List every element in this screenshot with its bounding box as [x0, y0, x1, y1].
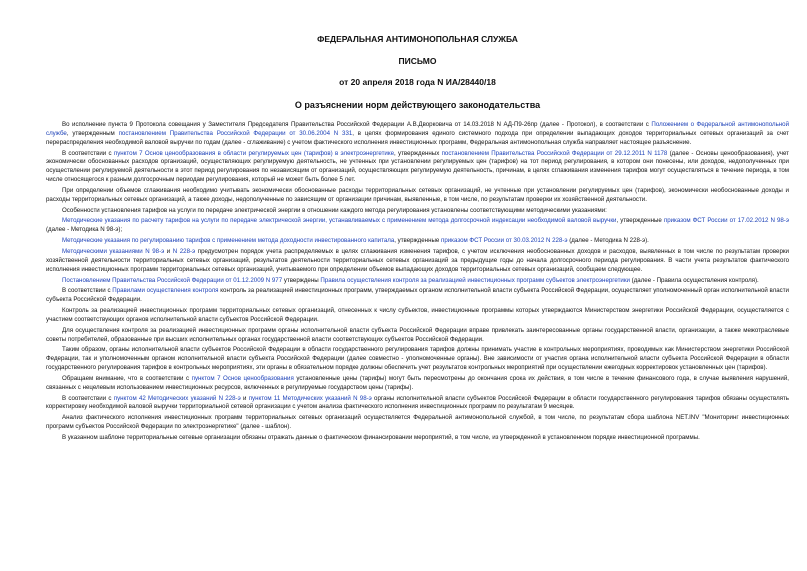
body-paragraph [46, 346, 789, 373]
document-link[interactable]: Методические указания по регулированию тарифов с применением метода доходности инвестированного капитала [62, 237, 395, 245]
body-paragraph [46, 237, 789, 246]
paragraph-text: предусмотрен порядок учета распределяемых в целях сглаживания изменения тарифов, с учетом исключения необоснованных доходов и расходов, выявленных в том числе по результатам проверки хозяйственной деятельности территориальных сетевых организаций, результатов деятельности территориальных сетевых организаций за предыдущие годы до начала долгосрочного периода регулирования. В части учета результатов фактического исполнения инвестиционных программ территориальных сетевых организаций, учитываемого при определении объемов выпадающих доходов территориальных сетевых организаций, сообщаем следующее. [46, 247, 789, 273]
document-date-heading: от 20 апреля 2018 года N ИА/28440/18 [339, 77, 496, 87]
document-link[interactable]: постановлением Правительства Российской Федерации от 30.06.2004 N 331 [118, 129, 353, 137]
body-paragraph [46, 434, 789, 443]
paragraph-text: Особенности установления тарифов на услуги по передаче электрической энергии в отношении каждого метода регулирования установлены соответствующими методическими указаниями: [62, 206, 607, 214]
document-link[interactable]: Методическими указаниями N 98-э [62, 247, 165, 255]
paragraph-text: Во исполнение пункта 9 Протокола совещания у Заместителя Председателя Правительства Российской Федерации А.В.Дворковича от 14.03.2018 N АД-П9-26пр (далее - Протокол), в соответствии с [62, 121, 652, 128]
paragraph-text: , утвержденным [66, 129, 119, 137]
document-subject-heading: О разъяснении норм действующего законодательства [294, 100, 541, 110]
paragraph-text: Для осуществления контроля за реализацией инвестиционных программ органы исполнительной власти субъекта Российской Федерации вправе привлекать заинтересованные органы государственной власти, организации, а также межотраслевые советы потребителей, образованные при высших исполнительных органах государственной власти соответствующих субъектов Российской Федерации. [46, 326, 789, 343]
paragraph-text: Анализ фактического исполнения инвестиционных программ территориальных сетевых организаций осуществляется Федеральной антимонопольной службой, в том числе, по результатам сбора шаблона NET.INV "Мониторинг инвестиционных программ субъектов Российской Федерации по электроэнергетике" (далее - шаблон). [46, 414, 789, 431]
body-paragraph [46, 187, 789, 205]
paragraph-text: В соответствии с [62, 149, 114, 157]
document-link[interactable]: N 228-э [172, 247, 196, 255]
paragraph-text: и [164, 247, 173, 255]
body-paragraph [46, 207, 789, 216]
body-paragraph [46, 277, 789, 286]
document-link[interactable]: пунктом 11 Методических указаний N 98-э [248, 394, 372, 402]
document-link[interactable]: пунктом 7 Основ ценообразования в области регулируемых цен (тарифов) в электроэнергетике [113, 149, 394, 157]
paragraph-text: В соответствии с [62, 287, 113, 295]
document-link[interactable]: Методические указания по расчету тарифов на услуги по передаче электрической энергии, устанавливаемых с применением метода долгосрочной индексации необходимой валовой выручки [62, 217, 617, 225]
document-link[interactable]: постановлением Правительства Российской Федерации от 29.12.2011 N 1178 [441, 149, 668, 157]
document-link[interactable]: Положением о Федеральной антимонопольной службе [46, 121, 789, 137]
paragraph-text: В соответствии с [62, 394, 114, 402]
paragraph-text: органы исполнительной власти субъектов Российской Федерации в области государственного регулирования тарифов обязаны осуществлять корректировку необходимой валовой выручки территориальной сетевой организации с учетом анализа фактического исполнения инвестиционных программ по результатам 9 месяцев. [46, 394, 790, 411]
paragraph-text: (далее - Правила осуществления контроля). [629, 276, 759, 284]
document-link[interactable]: приказом ФСТ России от 17.02.2012 N 98-э [663, 217, 789, 225]
paragraph-text: (далее - Методика N 98-э); [46, 226, 123, 234]
paragraph-text: При определении объемов сглаживания необходимо учитывать экономически обоснованные расходы территориальных сетевых организаций, не учтенные при установлении регулируемых цен (тарифов), экономически необоснованные доходы и расходы территориальных сетевых организаций, а также доходы, недополученные по зависящим от организации причинам, выявленные, в том числе, по результатам проверки их хозяйственной деятельности. [46, 186, 789, 203]
paragraph-text: , в целях формирования единого системного подхода при определении выпадающих доходов территориальных сетевых организаций за счет перераспределения необходимой валовой выручки по годам (далее - сглаживание) с учетом фактического исполнения инвестиционных программ, Федеральная антимонопольная служба направляет настоящее разъяснение. [46, 129, 789, 146]
body-paragraph [46, 375, 789, 393]
paragraph-text: (далее - Методика N 228-э). [567, 237, 649, 245]
body-paragraph [46, 307, 789, 325]
document-link[interactable]: пунктом 7 Основ ценообразования [191, 374, 294, 382]
paragraph-text: , утвержденные [616, 217, 664, 225]
paragraph-text: (далее - Основы ценообразования), учет экономически обоснованных расходов организаций, осуществляющих регулируемую деятельность, не учтенных при установлении регулируемых цен (тарифов) на тот период регулирования, в котором они понесены, или доходов, недополученных при осуществлении регулируемой деятельности в этот период регулирования по независящим от организаций, осуществляющих регулируемую деятельность, причинам, в целях сглаживания изменения тарифов могут осуществляться в течение периода, в том числе относящегося к разным долгосрочным периодам регулирования, который не может быть более 5 лет. [46, 149, 789, 184]
document-link[interactable]: приказом ФСТ России от 30.03.2012 N 228-э [441, 237, 568, 245]
paragraph-text: , утвержденные [394, 237, 441, 245]
body-paragraph [46, 121, 789, 148]
org-heading: ФЕДЕРАЛЬНАЯ АНТИМОНОПОЛЬНАЯ СЛУЖБА [317, 34, 518, 44]
paragraph-text: Обращаем внимание, что в соответствии с [62, 374, 192, 382]
body-paragraph [46, 248, 789, 275]
paragraph-text: , утвержденных [394, 149, 442, 157]
document-type-heading: ПИСЬМО [398, 56, 437, 66]
body-paragraph [46, 150, 789, 185]
paragraph-text: и [240, 394, 249, 402]
paragraph-text: Таким образом, органы исполнительной власти субъектов Российской Федерации в области государственного регулирования тарифов должны принимать участие в контрольных мероприятиях, проводимых как Министерством энергетики Российской Федерации, так и уполномоченным органом исполнительной власти субъекта Российской Федерации (далее совместно - уполномоченные органы). Вне зависимости от участия органа исполнительной власти субъекта Российской Федерации в области государственного регулирования тарифов в контрольных мероприятиях, эти органы в обязательном порядке должны обеспечить учет результатов контрольных мероприятий при осуществлении ежегодных корректировок установленных цен (тарифов). [46, 346, 789, 372]
document-link[interactable]: пунктом 42 Методических указаний N 228-э [113, 394, 241, 402]
body-paragraph [46, 414, 789, 432]
document-link[interactable]: Постановлением Правительства Российской Федерации от 01.12.2009 N 977 [62, 276, 283, 284]
body-paragraph [46, 287, 789, 305]
document-body [46, 121, 789, 443]
document-link[interactable]: Правила осуществления контроля за реализацией инвестиционных программ субъектов электроэнергетики [320, 276, 630, 284]
paragraph-text: установленные цены (тарифы) могут быть пересмотрены до окончания срока их действия, в том числе в течение финансового года, в случае выявления нарушений, связанных с нецелевым использованием инвестиционных ресурсов, включенных в регулируемые государством цены (тарифы). [46, 374, 790, 391]
body-paragraph [46, 395, 789, 413]
paragraph-text: В указанном шаблоне территориальные сетевые организации обязаны отражать данные о фактическом финансировании мероприятий, в том числе, из утвержденной в установленном порядке инвестиционной программы. [62, 434, 700, 441]
paragraph-text: утверждены [282, 276, 321, 284]
body-paragraph [46, 327, 789, 345]
document-link[interactable]: Правилами осуществления контроля [112, 287, 219, 295]
body-paragraph [46, 217, 789, 235]
paragraph-text: Контроль за реализацией инвестиционных программ территориальных сетевых организаций, отнесенных к числу субъектов, инвестиционные программы которых утверждаются Министерством энергетики Российской Федерации, осуществляется с участием соответствующих органов исполнительной власти субъектов Российской Федерации. [46, 307, 789, 323]
paragraph-text: контроль за реализацией инвестиционных программ, утверждаемых органом исполнительной власти субъекта Российской Федерации, осуществляет уполномоченный орган исполнительной власти субъекта Российской Федерации. [46, 287, 789, 304]
